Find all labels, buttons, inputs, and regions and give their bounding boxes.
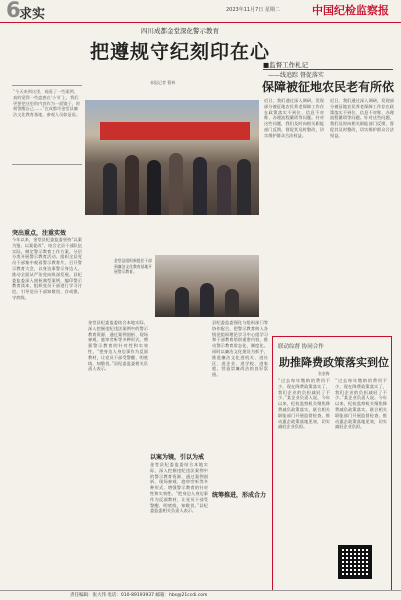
article-column-3: 县纪委监委强化与组织部门等协作配合，把警示教育纳入各级党组织理论学习中心组学习和干部教育培训重要内容，推动警示教育常态化、制度化。同时以廉洁文化建设为抓手，推进廉洁文化进机关、进社区、进企业、进学校、进家庭，营造崇廉尚洁的良好氛围。 (212, 320, 268, 378)
section-name: 求实 (19, 7, 46, 22)
lead-quote: “今天来到这里，观看了一些案例，真的觉得一些蛊惑在‘小节’上，我们更要把这里的内容作为一面镜子，时刻警醒自己……”在成都市金堂县廉洁文化教育基地，参观人员如是说。 (12, 85, 82, 165)
issue-date: 2023年11月7日 星期二 (226, 7, 280, 13)
page-number: 6 (6, 0, 21, 22)
highlight-title: 助推降费政策落实到位 (279, 356, 389, 369)
right-kicker: ■监督工作札记 (263, 60, 393, 70)
subheading-3: 统筹推进，形成合力 (212, 492, 267, 499)
highlight-column-1: “过去每年缴纳的费用不少，现在降费政策落实了，我们企业的负担减轻了不少。”某企业负责人说。今年以来，纪检监察机关聚焦降费减负政策落实，联合相关职能部门开展监督检查，推动惠企政策落地见效，切实减轻企业负担。 (278, 378, 330, 430)
article-column-2b: 金堂县纪委监委结合本地实际，深入挖掘违纪违法案例中的警示教育资源，通过案例剖析、现场参观、庭审旁听等多种形式，增强警示教育的针对性和实效性。“把身边人身边事作为反面教材，让党员干部受警醒、明底线、知敬畏。”县纪委监委相关负责人表示。 (150, 462, 208, 514)
footer (0, 590, 401, 600)
qr-code-icon (338, 545, 372, 579)
photo-person (175, 287, 189, 317)
photo-person (225, 289, 239, 317)
article-column-1: 今年以来，金堂县纪委监委坚持“以案为鉴、以案促改”，结合全县干部队伍实际，制定警示教育工作方案，分层分类开展警示教育活动。组织全县党员干部集中观看警示教育片，召开警示教育大会，以身边事警示身边人，推动全面从严治党向纵深发展。县纪委监委深入剖析典型案例，编印警示教育读本，组织党员干部进行学习讨论，引导党员干部知敬畏、存戒惧、守底线。 (12, 237, 82, 300)
photo-person (237, 159, 251, 215)
right-subtitle: ——线追踪 督促落实 (268, 72, 324, 79)
photo-person (125, 155, 139, 215)
subheading-2: 以案为镜，引以为戒 (150, 454, 205, 461)
lead-subtitle: 四川成都金堂深化警示教育 (141, 27, 219, 35)
photo-person (193, 157, 207, 215)
photo-banner (100, 122, 250, 140)
photo-person (169, 153, 183, 215)
right-title: 保障被征地农民老有所依 (262, 80, 395, 94)
footer-text: 责任编辑：张大伟 电话：010-89193937 邮箱：hbs@21ccdi.com (70, 593, 208, 598)
subheading-1: 突出重点，注重实效 (12, 230, 67, 237)
highlight-column-2: “过去每年缴纳的费用不少，现在降费政策落实了，我们企业的负担减轻了不少。”某企业负责人说。今年以来，纪检监察机关聚焦降费减负政策落实，联合相关职能部门开展监督检查，推动惠企政策落地见效，切实减轻企业负担。 (335, 378, 387, 430)
photo-person (200, 283, 214, 317)
photo-person (147, 160, 161, 215)
article-column-2: 金堂县纪委监委结合本地实际，深入挖掘违纪违法案例中的警示教育资源，通过案例剖析、现场参观、庭审旁听等多种形式，增强警示教育的针对性和实效性。“把身边人身边事作为反面教材，让党员干部受警醒、明底线、知敬畏。”县纪委监委相关负责人表示。 (88, 320, 148, 372)
meeting-photo (155, 255, 259, 317)
right-column-2: 近日，我们通过深入调研，发现部分被征地农民养老保障工作存在政策落实不到位、信息不对称、办理流程繁琐等问题。针对这些问题，我们及时向相关职能部门反馈，督促其及时整改，切实维护群众合法权益。 (330, 98, 394, 138)
right-column-1: 近日，我们通过深入调研，发现部分被征地农民养老保障工作存在政策落实不到位、信息不对称、办理流程繁琐等问题。针对这些问题，我们及时向相关职能部门反馈，督促其及时整改，切实维护群众合法权益。 (264, 98, 324, 138)
photo-caption: 金堂县组织新提任干部到廉洁文化教育基地开展警示教育。 (114, 258, 152, 275)
highlight-byline: 张金梅 (318, 371, 330, 376)
masthead (0, 0, 401, 23)
lead-title: 把遵规守纪刻印在心 (89, 41, 270, 63)
photo-person (103, 163, 117, 215)
newspaper-logo: 中国纪检监察报 (312, 4, 389, 17)
lead-photo (85, 100, 259, 215)
highlight-kicker: 联动综督 协同合作 (278, 344, 324, 350)
photo-person (217, 165, 231, 215)
lead-byline: 本报记者 曹林 (150, 80, 176, 85)
